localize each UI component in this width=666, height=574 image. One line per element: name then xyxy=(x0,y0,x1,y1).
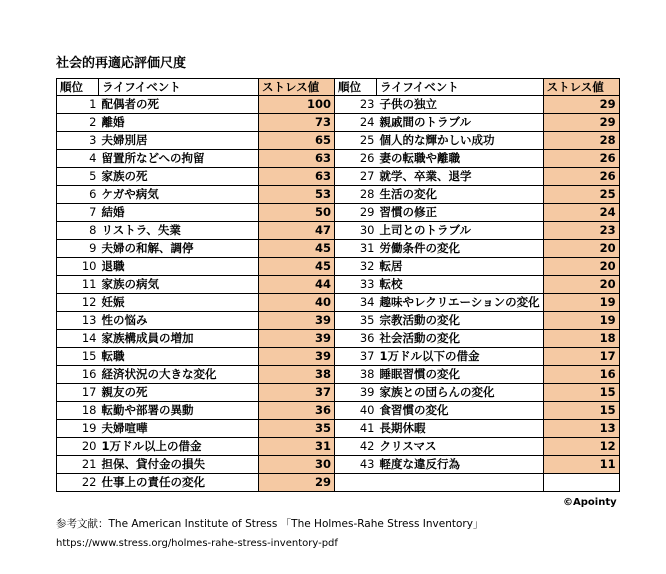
event-cell: 1万ドル以下の借金 xyxy=(377,348,544,366)
table-row xyxy=(57,258,620,276)
event-cell: 家族の死 xyxy=(99,168,259,186)
stress-value-cell: 45 xyxy=(259,240,335,258)
rank-cell: 2 xyxy=(57,114,99,132)
rank-cell: 6 xyxy=(57,186,99,204)
event-cell: 家族の病気 xyxy=(99,276,259,294)
stress-value-cell: 29 xyxy=(543,96,619,114)
table-row xyxy=(57,168,620,186)
event-cell: 個人的な輝かしい成功 xyxy=(377,132,544,150)
stress-header: ストレス値 xyxy=(259,79,335,96)
stress-value-cell: 11 xyxy=(543,456,619,474)
reference-text: 参考文献：The American Institute of Stress 「The Holmes-Rahe Stress Inventory」 xyxy=(56,518,484,530)
event-cell: リストラ、失業 xyxy=(99,222,259,240)
rank-cell: 14 xyxy=(57,330,99,348)
stress-value-cell: 29 xyxy=(259,474,335,492)
stress-value-cell: 39 xyxy=(259,330,335,348)
table-row xyxy=(57,222,620,240)
rank-cell xyxy=(335,474,377,492)
stress-value-cell: 13 xyxy=(543,420,619,438)
rank-cell: 31 xyxy=(335,240,377,258)
rank-cell: 43 xyxy=(335,456,377,474)
stress-value-cell: 26 xyxy=(543,150,619,168)
stress-value-cell: 63 xyxy=(259,150,335,168)
event-cell: 転職 xyxy=(99,348,259,366)
table-row xyxy=(57,150,620,168)
table-row xyxy=(57,456,620,474)
table-row xyxy=(57,96,620,114)
stress-value-cell: 47 xyxy=(259,222,335,240)
event-cell: 労働条件の変化 xyxy=(377,240,544,258)
stress-value-cell: 63 xyxy=(259,168,335,186)
event-cell: 夫婦別居 xyxy=(99,132,259,150)
rank-cell: 32 xyxy=(335,258,377,276)
stress-value-cell: 20 xyxy=(543,258,619,276)
stress-value-cell: 23 xyxy=(543,222,619,240)
stress-value-cell: 30 xyxy=(259,456,335,474)
stress-value-cell: 16 xyxy=(543,366,619,384)
stress-value-cell: 45 xyxy=(259,258,335,276)
rank-cell: 28 xyxy=(335,186,377,204)
event-cell: 家族との団らんの変化 xyxy=(377,384,544,402)
rank-cell: 4 xyxy=(57,150,99,168)
stress-value-cell: 15 xyxy=(543,384,619,402)
event-cell: 配偶者の死 xyxy=(99,96,259,114)
event-cell: 退職 xyxy=(99,258,259,276)
rank-cell: 30 xyxy=(335,222,377,240)
table-body xyxy=(57,96,620,492)
copyright-mark: ©Apointy xyxy=(563,497,617,508)
rank-cell: 7 xyxy=(57,204,99,222)
table-row xyxy=(57,330,620,348)
event-cell: ケガや病気 xyxy=(99,186,259,204)
event-cell: 就学、卒業、退学 xyxy=(377,168,544,186)
stress-value-cell: 50 xyxy=(259,204,335,222)
table-row xyxy=(57,204,620,222)
stress-value-cell: 19 xyxy=(543,312,619,330)
table-row xyxy=(57,132,620,150)
rank-cell: 8 xyxy=(57,222,99,240)
event-cell: 趣味やレクリエーションの変化 xyxy=(377,294,544,312)
rank-cell: 10 xyxy=(57,258,99,276)
table-row xyxy=(57,276,620,294)
event-cell: 社会活動の変化 xyxy=(377,330,544,348)
rank-cell: 5 xyxy=(57,168,99,186)
stress-value-cell: 53 xyxy=(259,186,335,204)
rank-cell: 25 xyxy=(335,132,377,150)
event-cell: 経済状況の大きな変化 xyxy=(99,366,259,384)
table-row xyxy=(57,474,620,492)
event-cell: 習慣の修正 xyxy=(377,204,544,222)
stress-value-cell: 12 xyxy=(543,438,619,456)
rank-cell: 21 xyxy=(57,456,99,474)
rank-cell: 41 xyxy=(335,420,377,438)
stress-value-cell: 31 xyxy=(259,438,335,456)
stress-value-cell: 20 xyxy=(543,240,619,258)
rank-cell: 1 xyxy=(57,96,99,114)
stress-header: ストレス値 xyxy=(543,79,619,96)
event-cell: 夫婦の和解、調停 xyxy=(99,240,259,258)
rank-cell: 35 xyxy=(335,312,377,330)
rank-cell: 29 xyxy=(335,204,377,222)
rank-cell: 13 xyxy=(57,312,99,330)
reference-url: https://www.stress.org/holmes-rahe-stress-inventory-pdf xyxy=(56,538,338,549)
event-cell: 妻の転職や離職 xyxy=(377,150,544,168)
event-cell: 宗教活動の変化 xyxy=(377,312,544,330)
event-cell: 子供の独立 xyxy=(377,96,544,114)
table-row xyxy=(57,402,620,420)
rank-cell: 26 xyxy=(335,150,377,168)
stress-value-cell: 39 xyxy=(259,348,335,366)
table-row xyxy=(57,438,620,456)
event-cell: 仕事上の責任の変化 xyxy=(99,474,259,492)
table-row xyxy=(57,366,620,384)
event-header: ライフイベント xyxy=(99,79,259,96)
stress-value-cell: 35 xyxy=(259,420,335,438)
event-cell: 転居 xyxy=(377,258,544,276)
table-title: 社会的再適応評価尺度 xyxy=(56,56,187,71)
header-row xyxy=(57,79,620,96)
event-cell: 食習慣の変化 xyxy=(377,402,544,420)
event-cell: 留置所などへの拘留 xyxy=(99,150,259,168)
event-cell: 長期休暇 xyxy=(377,420,544,438)
event-cell: 担保、貸付金の損失 xyxy=(99,456,259,474)
stress-value-cell: 38 xyxy=(259,366,335,384)
event-cell: 家族構成員の増加 xyxy=(99,330,259,348)
table-row xyxy=(57,384,620,402)
rank-cell: 33 xyxy=(335,276,377,294)
event-header: ライフイベント xyxy=(377,79,544,96)
table-row xyxy=(57,348,620,366)
stress-value-cell: 15 xyxy=(543,402,619,420)
stress-value-cell: 24 xyxy=(543,204,619,222)
rank-cell: 11 xyxy=(57,276,99,294)
rank-cell: 40 xyxy=(335,402,377,420)
event-cell: 軽度な違反行為 xyxy=(377,456,544,474)
event-cell: 離婚 xyxy=(99,114,259,132)
rank-cell: 23 xyxy=(335,96,377,114)
rank-cell: 37 xyxy=(335,348,377,366)
rank-cell: 16 xyxy=(57,366,99,384)
rank-header: 順位 xyxy=(57,79,99,96)
stress-value-cell: 40 xyxy=(259,294,335,312)
rank-cell: 17 xyxy=(57,384,99,402)
stress-value-cell: 100 xyxy=(259,96,335,114)
stress-scale-table xyxy=(56,78,620,492)
event-cell: 妊娠 xyxy=(99,294,259,312)
event-cell: 転勤や部署の異動 xyxy=(99,402,259,420)
event-cell: 夫婦喧嘩 xyxy=(99,420,259,438)
table-row xyxy=(57,312,620,330)
event-cell: 上司とのトラブル xyxy=(377,222,544,240)
event-cell xyxy=(377,474,544,492)
stress-value-cell: 18 xyxy=(543,330,619,348)
rank-cell: 27 xyxy=(335,168,377,186)
stress-value-cell: 39 xyxy=(259,312,335,330)
rank-cell: 36 xyxy=(335,330,377,348)
event-cell: 親友の死 xyxy=(99,384,259,402)
event-cell: 結婚 xyxy=(99,204,259,222)
stress-value-cell: 17 xyxy=(543,348,619,366)
rank-cell: 12 xyxy=(57,294,99,312)
stress-value-cell: 19 xyxy=(543,294,619,312)
stress-value-cell: 44 xyxy=(259,276,335,294)
event-cell: 性の悩み xyxy=(99,312,259,330)
rank-cell: 22 xyxy=(57,474,99,492)
stress-value-cell: 65 xyxy=(259,132,335,150)
event-cell: 親戚間のトラブル xyxy=(377,114,544,132)
rank-cell: 20 xyxy=(57,438,99,456)
stress-value-cell: 29 xyxy=(543,114,619,132)
table-row xyxy=(57,186,620,204)
stress-value-cell: 26 xyxy=(543,168,619,186)
stress-value-cell xyxy=(543,474,619,492)
stress-value-cell: 37 xyxy=(259,384,335,402)
stress-value-cell: 36 xyxy=(259,402,335,420)
rank-cell: 15 xyxy=(57,348,99,366)
rank-cell: 24 xyxy=(335,114,377,132)
stress-value-cell: 25 xyxy=(543,186,619,204)
rank-cell: 34 xyxy=(335,294,377,312)
rank-cell: 3 xyxy=(57,132,99,150)
event-cell: クリスマス xyxy=(377,438,544,456)
table-row xyxy=(57,294,620,312)
table-row xyxy=(57,114,620,132)
rank-cell: 42 xyxy=(335,438,377,456)
event-cell: 転校 xyxy=(377,276,544,294)
event-cell: 生活の変化 xyxy=(377,186,544,204)
stress-value-cell: 73 xyxy=(259,114,335,132)
rank-cell: 39 xyxy=(335,384,377,402)
stress-value-cell: 28 xyxy=(543,132,619,150)
event-cell: 1万ドル以上の借金 xyxy=(99,438,259,456)
rank-cell: 9 xyxy=(57,240,99,258)
rank-cell: 18 xyxy=(57,402,99,420)
table-row xyxy=(57,420,620,438)
rank-cell: 38 xyxy=(335,366,377,384)
event-cell: 睡眠習慣の変化 xyxy=(377,366,544,384)
rank-cell: 19 xyxy=(57,420,99,438)
table-row xyxy=(57,240,620,258)
stress-value-cell: 20 xyxy=(543,276,619,294)
rank-header: 順位 xyxy=(335,79,377,96)
